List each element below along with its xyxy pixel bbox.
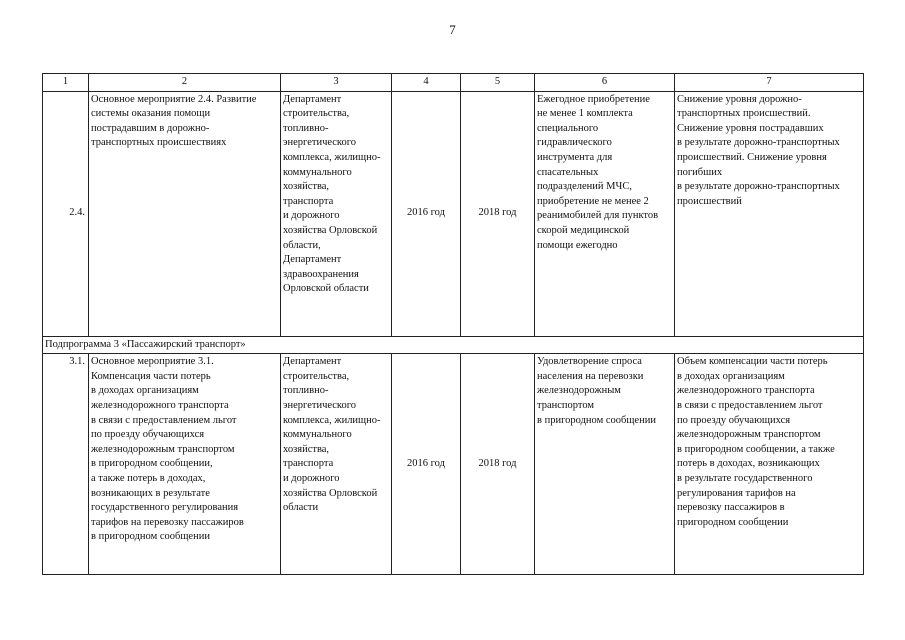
column-number-row <box>43 74 864 92</box>
row-number: 3.1. <box>43 354 89 575</box>
column-header: 3 <box>281 74 392 92</box>
column-header: 5 <box>461 74 535 92</box>
executor-cell: Департамент строительства, топливно- энергетического комплекса, жилищно- коммунального хозяйства, транспорта и дорожного хозяйства Орловской области <box>281 354 392 575</box>
effect-cell: Объем компенсации части потерь в доходах организациям железнодорожного транспорта в связи с предоставлением льгот по проезду обучающихся железнодорожным транспортом в пригородном сообщении, а также потерь в доходах, возникающих в результате государственного регулирования тарифов на перевозку пассажиров в пригородном сообщении <box>675 354 864 575</box>
end-year-cell: 2018 год <box>461 354 535 575</box>
result-cell: Ежегодное приобретение не менее 1 комплекта специального гидравлического инструмента для спасательных подразделений МЧС, приобретение не менее 2 реанимобилей для пунктов скорой медицинской помощи ежегодно <box>535 91 675 336</box>
measure-cell: Основное мероприятие 3.1. Компенсация части потерь в доходах организациям железнодорожного транспорта в связи с предоставлением льгот по проезду обучающихся железнодорожным транспортом в пригородном сообщении, а также потерь в доходах, возникающих в результате государственного регулирования тарифов на перевозку пассажиров в пригородном сообщении <box>89 354 281 575</box>
subprogram-row <box>43 336 864 354</box>
table-row <box>43 91 864 336</box>
column-header: 4 <box>392 74 461 92</box>
start-year-cell: 2016 год <box>392 91 461 336</box>
executor-cell: Департамент строительства, топливно- энергетического комплекса, жилищно- коммунального хозяйства, транспорта и дорожного хозяйства Орловской области, Департамент здравоохранения Орловской области <box>281 91 392 336</box>
column-header: 6 <box>535 74 675 92</box>
measure-cell: Основное мероприятие 2.4. Развитие системы оказания помощи пострадавшим в дорожно- транспортных происшествиях <box>89 91 281 336</box>
result-cell: Удовлетворение спроса населения на перевозки железнодорожным транспортом в пригородном сообщении <box>535 354 675 575</box>
subprogram-heading: Подпрограмма 3 «Пассажирский транспорт» <box>43 336 864 354</box>
measures-table <box>42 73 864 575</box>
table-row <box>43 354 864 575</box>
end-year-cell: 2018 год <box>461 91 535 336</box>
page-number: 7 <box>449 22 456 37</box>
column-header: 7 <box>675 74 864 92</box>
effect-cell: Снижение уровня дорожно- транспортных происшествий. Снижение уровня пострадавших в результате дорожно-транспортных происшествий. Снижение уровня погибших в результате дорожно-транспортных происшествий <box>675 91 864 336</box>
start-year-cell: 2016 год <box>392 354 461 575</box>
column-header: 1 <box>43 74 89 92</box>
column-header: 2 <box>89 74 281 92</box>
row-number: 2.4. <box>43 91 89 336</box>
